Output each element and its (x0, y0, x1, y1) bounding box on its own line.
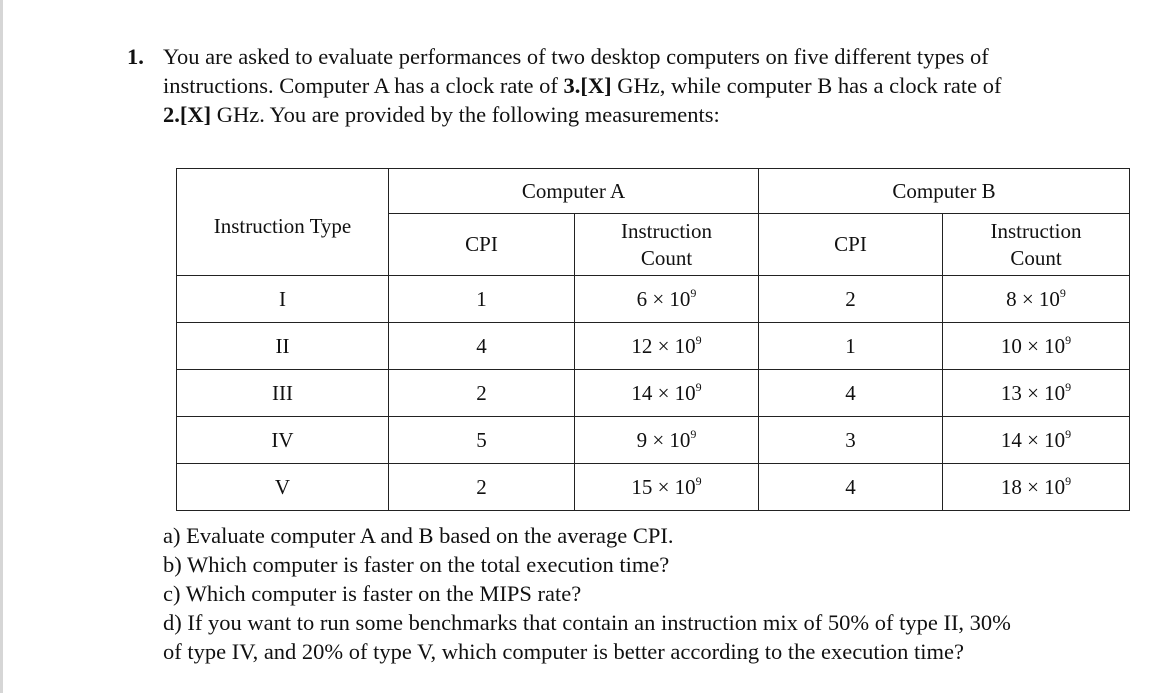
question-line-1: You are asked to evaluate performances of two desktop computers on five different types of (163, 44, 989, 69)
instruction-type-cell: II (177, 323, 389, 370)
computer-a-cpi-cell: 4 (389, 323, 575, 370)
table-header-row (177, 169, 1130, 214)
computer-a-header: Computer A (389, 169, 759, 214)
computer-a-count-cell: $12 \times 10^9$ (575, 323, 759, 370)
computer-b-cpi-cell: 3 (759, 417, 943, 464)
computer-b-count-cell: $10 \times 10^9$ (943, 323, 1130, 370)
question-number: 1. (127, 44, 144, 69)
subquestion-c: c) Which computer is faster on the MIPS rate? (163, 581, 582, 606)
computer-a-cpi-cell: 2 (389, 370, 575, 417)
instruction-type-cell: IV (177, 417, 389, 464)
computer-a-count-cell: $15 \times 10^9$ (575, 464, 759, 511)
instruction-type-header: Instruction Type (177, 169, 389, 276)
computer-a-count-cell: $14 \times 10^9$ (575, 370, 759, 417)
table-row (177, 417, 1130, 464)
measurements-table (176, 168, 1130, 511)
computer-b-cpi-cell: 1 (759, 323, 943, 370)
computer-a-count-cell: $9 \times 10^9$ (575, 417, 759, 464)
computer-b-count-cell: $8 \times 10^9$ (943, 276, 1130, 323)
computer-b-count-cell: $14 \times 10^9$ (943, 417, 1130, 464)
computer-a-cpi-cell: 5 (389, 417, 575, 464)
question-1 (127, 42, 1127, 129)
table-body (177, 276, 1130, 511)
computer-b-count-header: Instruction Count (943, 214, 1130, 276)
subquestion-d-line-1: d) If you want to run some benchmarks that contain an instruction mix of 50% of type II, 30% (163, 610, 1011, 635)
computer-a-cpi-cell: 2 (389, 464, 575, 511)
computer-b-count-cell: $18 \times 10^9$ (943, 464, 1130, 511)
instruction-type-cell: V (177, 464, 389, 511)
table-row (177, 276, 1130, 323)
subquestions (163, 521, 1143, 666)
table-row (177, 370, 1130, 417)
subquestion-a: a) Evaluate computer A and B based on the average CPI. (163, 523, 674, 548)
clock-rate-b: 2.[X] (163, 102, 212, 127)
subquestion-b: b) Which computer is faster on the total execution time? (163, 552, 670, 577)
computer-a-count-cell: $6 \times 10^9$ (575, 276, 759, 323)
computer-a-cpi-cell: 1 (389, 276, 575, 323)
subquestion-d-line-2: of type IV, and 20% of type V, which computer is better according to the execution time? (163, 639, 965, 664)
question-text (163, 42, 1127, 129)
computer-b-cpi-cell: 2 (759, 276, 943, 323)
clock-rate-a: 3.[X] (563, 73, 612, 98)
computer-b-cpi-cell: 4 (759, 370, 943, 417)
computer-b-cpi-cell: 4 (759, 464, 943, 511)
computer-b-count-cell: $13 \times 10^9$ (943, 370, 1130, 417)
instruction-type-cell: III (177, 370, 389, 417)
computer-b-cpi-header: CPI (759, 214, 943, 276)
computer-a-count-header: Instruction Count (575, 214, 759, 276)
question-line-2: instructions. Computer A has a clock rate of 3.[X] GHz, while computer B has a clock rate of (163, 73, 1002, 98)
computer-a-cpi-header: CPI (389, 214, 575, 276)
question-line-3: 2.[X] GHz. You are provided by the following measurements: (163, 102, 720, 127)
computer-b-header: Computer B (759, 169, 1130, 214)
instruction-type-cell: I (177, 276, 389, 323)
table-row (177, 464, 1130, 511)
table-row (177, 323, 1130, 370)
page-edge-rule (0, 0, 3, 693)
